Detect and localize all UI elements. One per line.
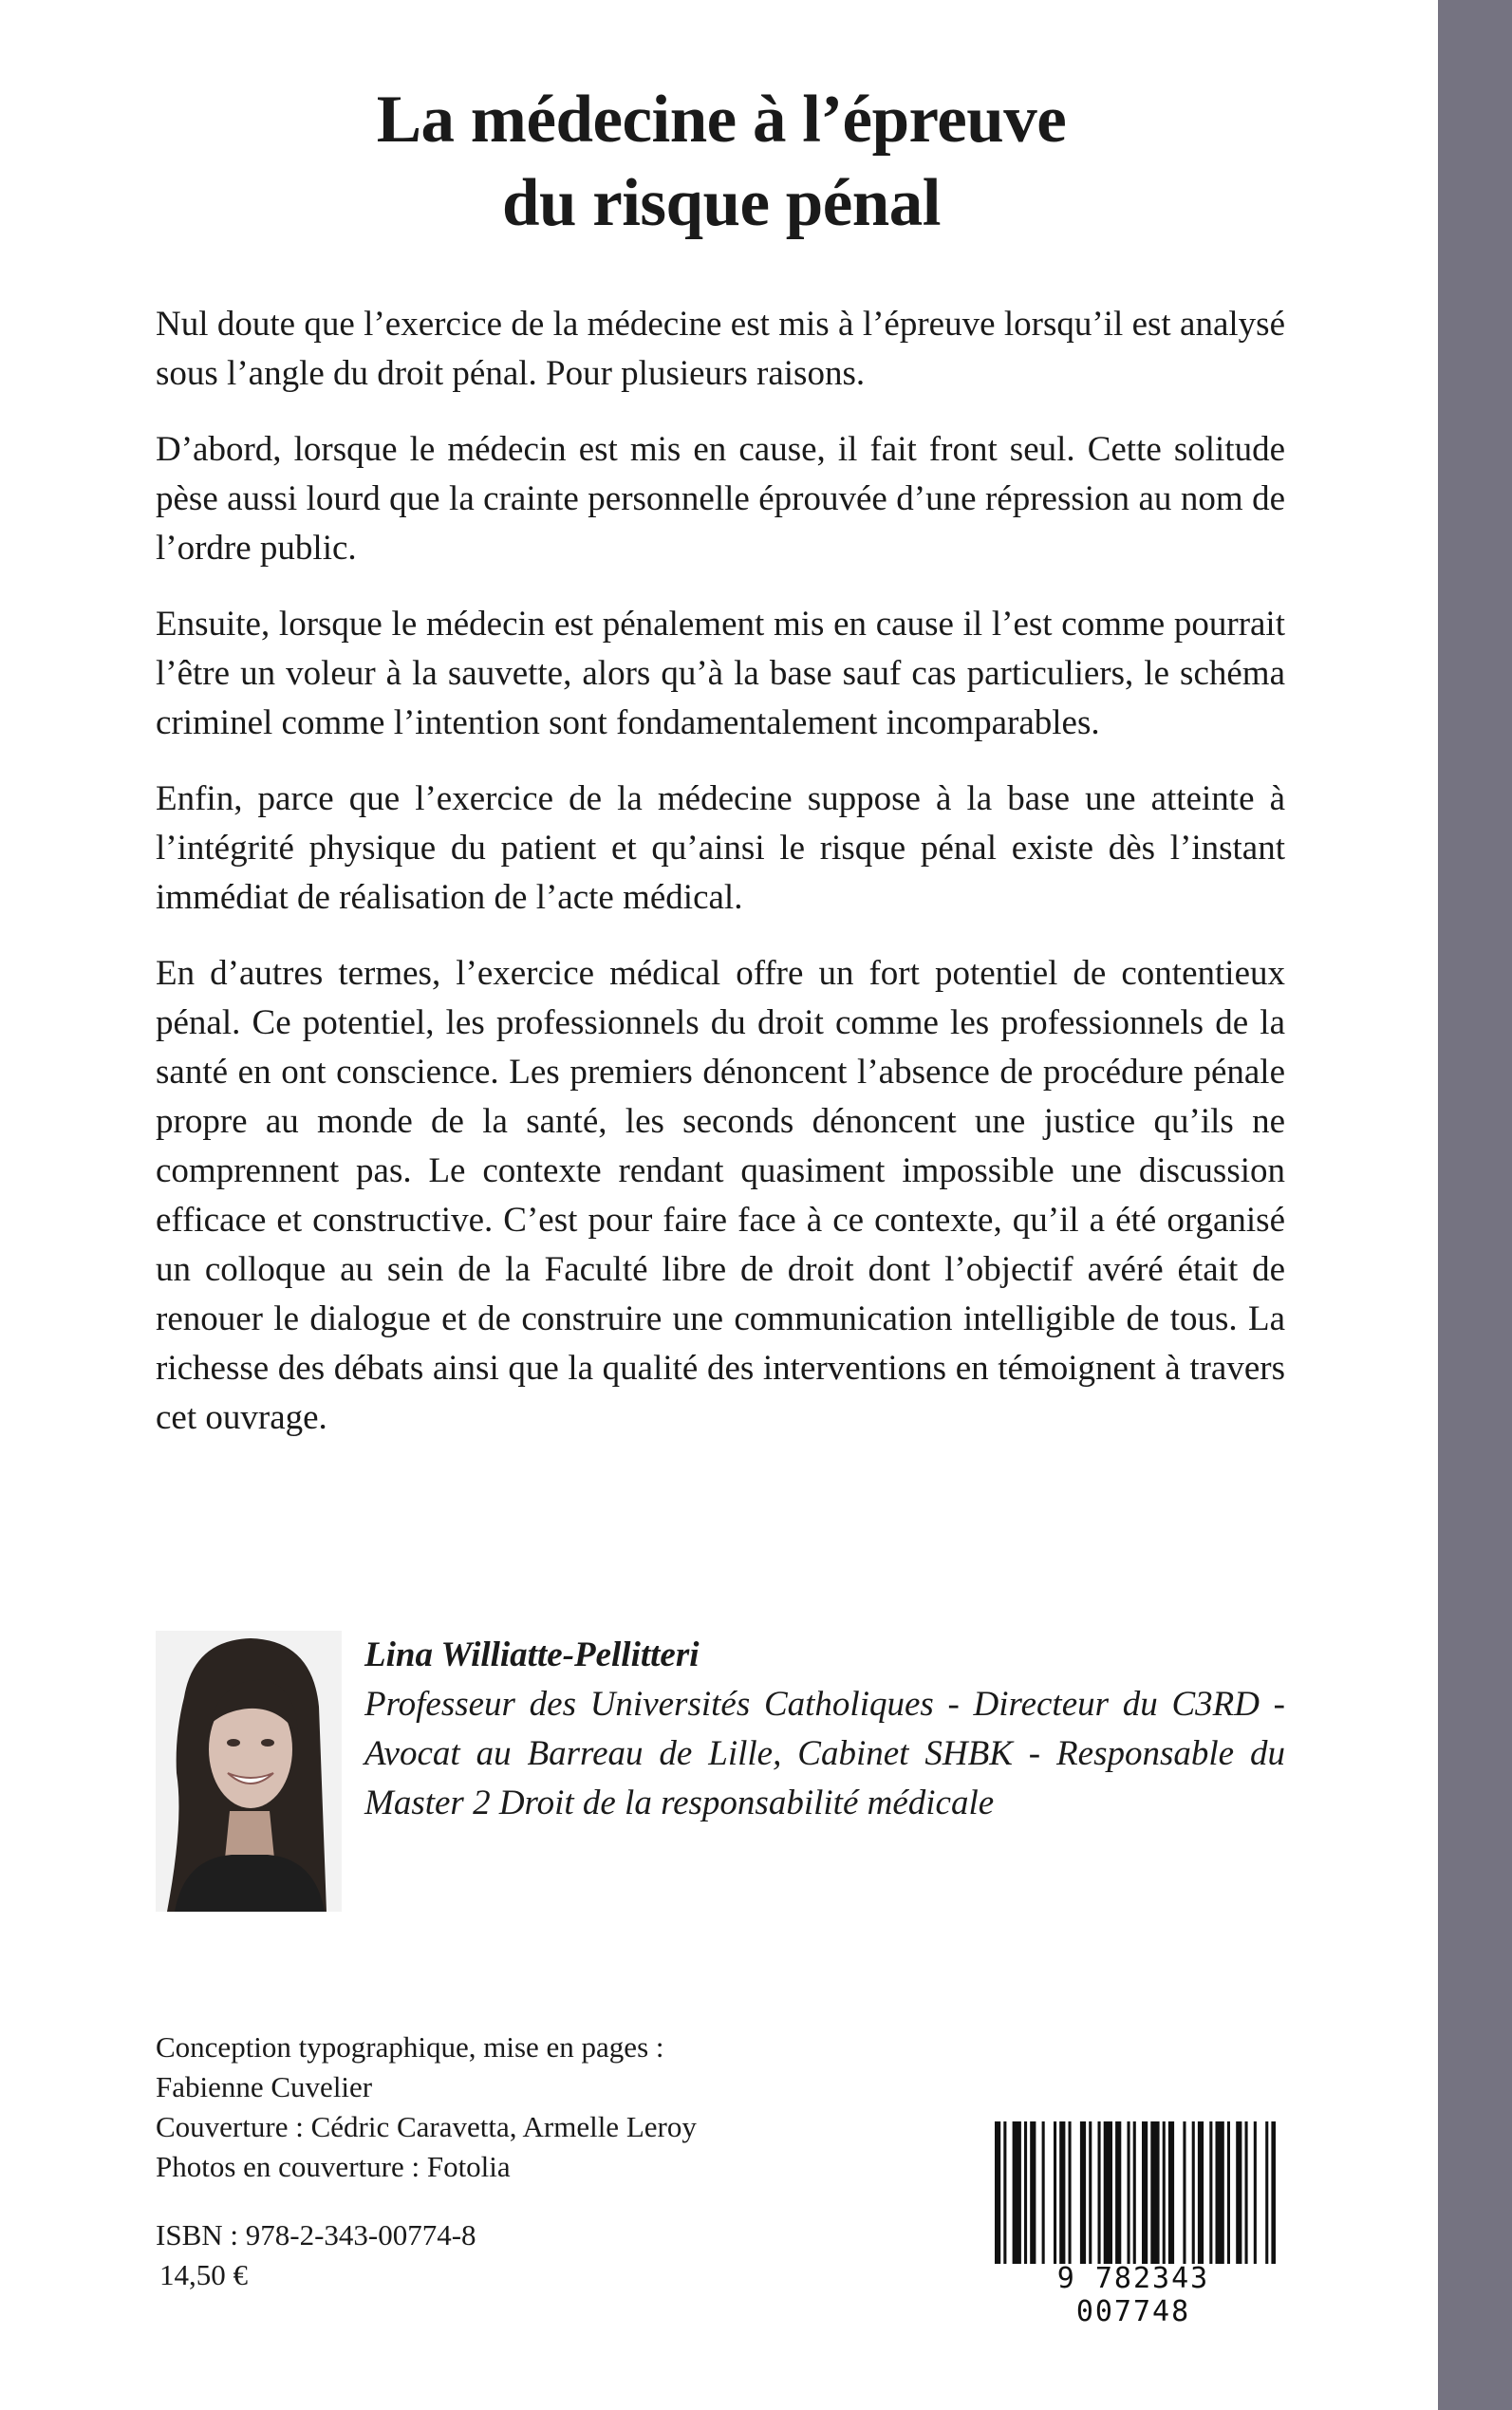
barcode — [991, 2121, 1276, 2328]
blurb-paragraph-4: Enfin, parce que l’exercice de la médecine suppose à la base une atteinte à l’intégrité physique du patient et qu’ainsi le risque pénal existe dès l’instant immédiat de réalisation de l’acte médical. — [156, 779, 1285, 917]
author-photo — [156, 1631, 342, 1912]
price: 14,50 € — [159, 2258, 248, 2291]
blurb-paragraph-1: Nul doute que l’exercice de la médecine est mis à l’épreuve lorsqu’il est analysé sous l’angle du droit pénal. Pour plusieurs raisons. — [156, 305, 1285, 393]
blurb-paragraph-2: D’abord, lorsque le médecin est mis en cause, il fait front seul. Cette solitude pèse aussi lourd que la crainte personnelle éprouvée d’une répression au nom de l’ordre public. — [156, 430, 1285, 568]
blurb-paragraph-3: Ensuite, lorsque le médecin est pénalement mis en cause il l’est comme pourrait l’être un voleur à la sauvette, alors qu’à la base sauf cas particuliers, le schéma criminel comme l’intention sont fondamentalement incomparables. — [156, 605, 1285, 742]
barcode-digits: 9 782343 007748 — [1056, 2262, 1210, 2328]
spine-band — [1438, 0, 1512, 2410]
credits-line-4: Photos en couverture : Fotolia — [156, 2150, 511, 2183]
blurb — [156, 300, 1285, 1469]
author-block — [156, 1631, 1285, 1915]
author-role: Professeur des Universités Catholiques - Directeur du C3RD - Avocat au Barreau de Lille, Cabinet SHBK - Responsable du Master 2 Droit de la responsabilité médicale — [364, 1685, 1285, 1822]
credits-line-3: Couverture : Cédric Caravetta, Armelle Leroy — [156, 2110, 697, 2143]
credits — [156, 2027, 1010, 2187]
book-title — [152, 78, 1291, 245]
book-title-line-1: La médecine à l’épreuve — [376, 83, 1067, 157]
book-title-line-2: du risque pénal — [501, 166, 942, 240]
barcode-bars — [991, 2121, 1276, 2264]
isbn-price — [156, 2215, 820, 2295]
credits-line-2: Fabienne Cuvelier — [156, 2070, 373, 2103]
credits-line-1: Conception typographique, mise en pages : — [156, 2030, 664, 2064]
author-text — [364, 1631, 1285, 1828]
isbn: ISBN : 978-2-343-00774-8 — [156, 2218, 476, 2251]
author-name: Lina Williatte-Pellitteri — [364, 1635, 700, 1674]
blurb-paragraph-5: En d’autres termes, l’exercice médical offre un fort potentiel de contentieux pénal. Ce potentiel, les professionnels du droit comme les professionnels de la santé en ont conscience. Les premiers dénoncent l’absence de procédure pénale propre au monde de la santé, les seconds dénoncent une justice qu’ils ne comprennent pas. Le contexte rendant quasiment impossible une discussion efficace et constructive. C’est pour faire face à ce contexte, qu’il a été organisé un colloque au sein de la Faculté libre de droit dont l’objectif avéré était de renouer le dialogue et de construire une communication intelligible de tous. La richesse des débats ainsi que la qualité des interventions en témoignent à travers cet ouvrage. — [156, 954, 1285, 1437]
